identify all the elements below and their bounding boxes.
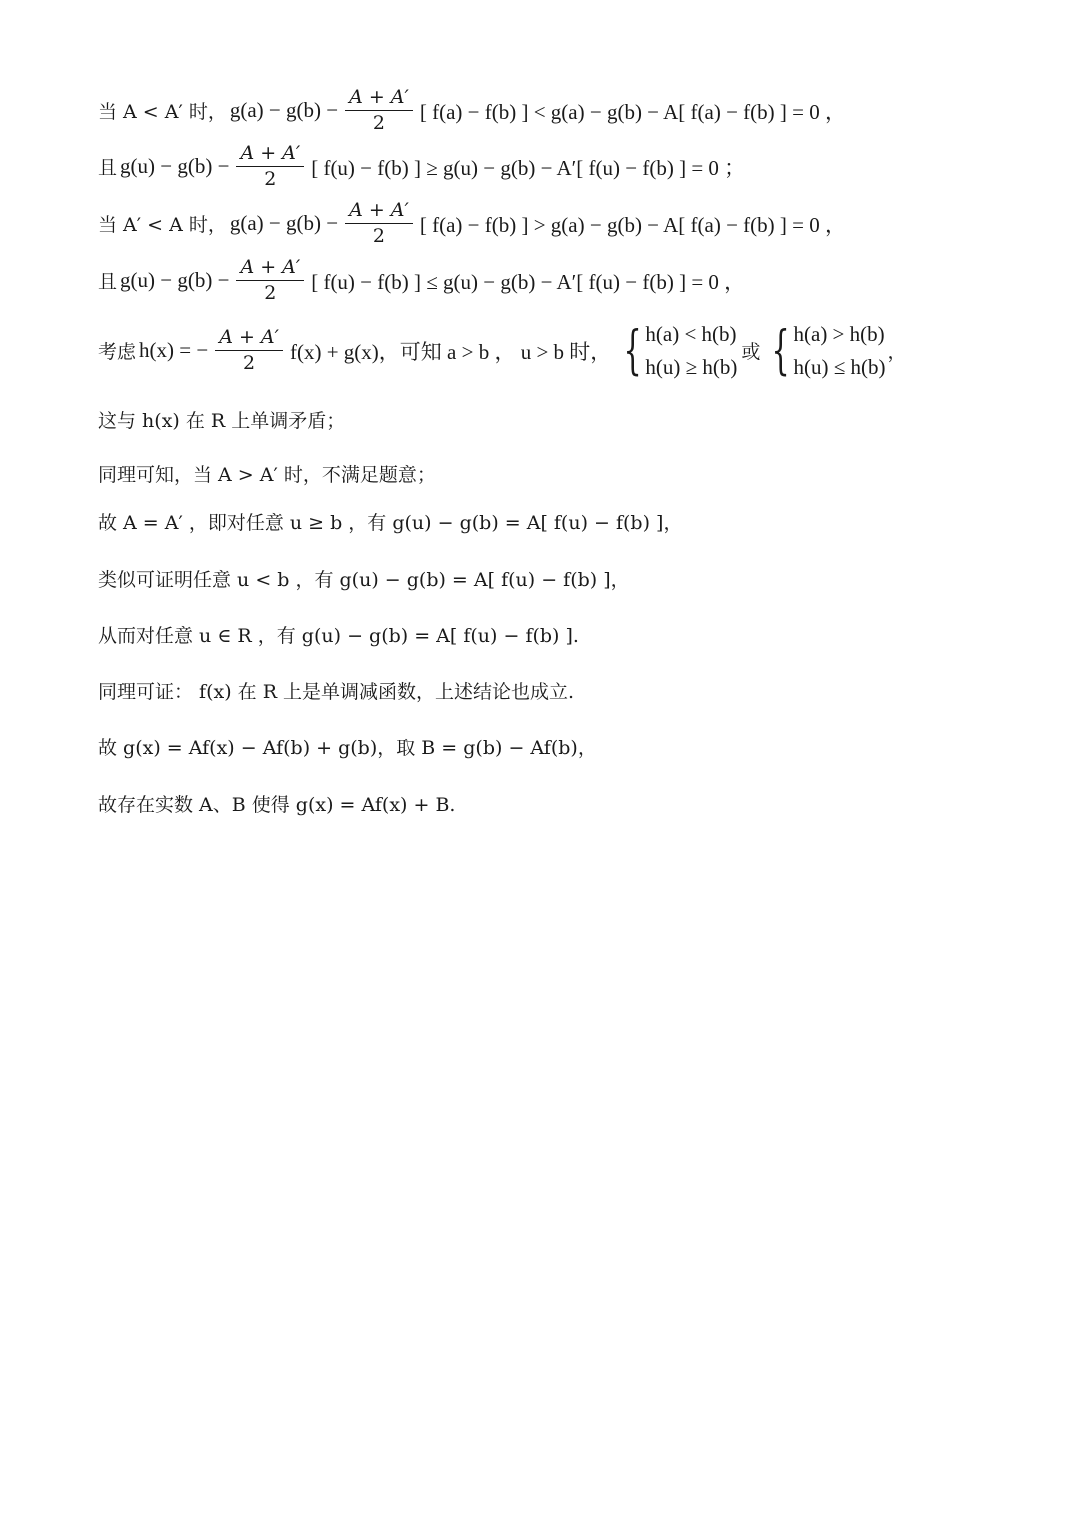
fraction bbox=[236, 258, 304, 303]
line-suffix: [ f(a) − f(b) ] > g(a) − g(b) − A[ f(a) − f(b) ] = 0 ， bbox=[419, 212, 846, 237]
proof-line-2 bbox=[98, 144, 748, 189]
case-row: h(a) > h(b) bbox=[793, 322, 885, 346]
line-suffix: [ f(a) − f(b) ] < g(a) − g(b) − A[ f(a) − f(b) ] = 0 ， bbox=[419, 99, 846, 124]
fraction bbox=[236, 144, 304, 189]
fraction-numerator: A + A′ bbox=[219, 326, 279, 349]
fraction-denominator: 2 bbox=[264, 282, 277, 304]
line-prefix: 且 bbox=[98, 157, 118, 179]
case-rows bbox=[794, 318, 886, 383]
line-expression: h(x) = − bbox=[139, 338, 209, 363]
fraction-numerator: A + A′ bbox=[349, 199, 409, 221]
line-prefix: 且 bbox=[98, 271, 118, 293]
case-rows bbox=[645, 318, 737, 383]
line-prefix: 考虑 bbox=[98, 341, 137, 364]
text-line: 从而对任意 u ∈ R ，有 g(u) − g(b) = A[ f(u) − f(b) ]. bbox=[98, 625, 579, 647]
text-line: 同理可证： f(x) 在 R 上是单调减函数，上述结论也成立. bbox=[98, 681, 575, 703]
line-end: ， bbox=[887, 341, 907, 364]
line-expression: g(u) − g(b) − bbox=[120, 268, 230, 292]
proof-line-1 bbox=[98, 88, 849, 133]
fraction-numerator: A + A′ bbox=[240, 142, 301, 164]
line-suffix: [ f(u) − f(b) ] ≥ g(u) − g(b) − A′[ f(u) − f(b) ] = 0 ； bbox=[311, 155, 746, 180]
left-brace-icon: { bbox=[623, 320, 642, 381]
cases-group-1 bbox=[616, 318, 737, 383]
line-suffix: f(x) + g(x)，可知 a > b ， u > b 时， bbox=[289, 339, 612, 364]
fraction-denominator: 2 bbox=[372, 225, 385, 247]
text-line: 故 g(x) = Af(x) − Af(b) + g(b)，取 B = g(b) − Af(b)， bbox=[98, 737, 597, 759]
fraction-denominator: 2 bbox=[372, 112, 385, 134]
proof-line-4 bbox=[98, 258, 748, 303]
fraction-denominator: 2 bbox=[264, 168, 277, 190]
proof-line-3 bbox=[98, 201, 849, 246]
fraction bbox=[215, 328, 283, 373]
line-prefix: 当 A′ < A 时， bbox=[98, 214, 227, 236]
text-line: 故 A = A′ ，即对任意 u ≥ b ，有 g(u) − g(b) = A[ f(u) − f(b) ]， bbox=[98, 512, 683, 534]
consider-line bbox=[98, 318, 907, 383]
line-expression: g(a) − g(b) − bbox=[229, 211, 339, 235]
line-suffix: [ f(u) − f(b) ] ≤ g(u) − g(b) − A′[ f(u) − f(b) ] = 0 ， bbox=[311, 269, 746, 294]
case-row: h(a) < h(b) bbox=[645, 322, 737, 346]
line-prefix: 当 A < A′ 时， bbox=[98, 101, 227, 123]
text-line: 类似可证明任意 u < b ，有 g(u) − g(b) = A[ f(u) − f(b) ]， bbox=[98, 569, 630, 591]
fraction-numerator: A + A′ bbox=[240, 256, 301, 278]
line-expression: g(u) − g(b) − bbox=[120, 154, 230, 178]
line-expression: g(a) − g(b) − bbox=[229, 98, 339, 122]
left-brace-icon: { bbox=[771, 320, 791, 381]
case-row: h(u) ≤ h(b) bbox=[793, 354, 886, 379]
or-word: 或 bbox=[741, 341, 761, 364]
text-line: 这与 h(x) 在 R 上单调矛盾； bbox=[98, 410, 346, 432]
text-line: 故存在实数 A、B 使得 g(x) = Af(x) + B. bbox=[98, 794, 456, 816]
case-row: h(u) ≥ h(b) bbox=[645, 354, 738, 379]
fraction bbox=[345, 88, 413, 133]
cases-group-2 bbox=[764, 318, 885, 383]
fraction-numerator: A + A′ bbox=[349, 86, 409, 108]
fraction-denominator: 2 bbox=[243, 352, 256, 375]
fraction bbox=[345, 201, 413, 246]
text-line: 同理可知，当 A > A′ 时，不满足题意； bbox=[98, 464, 436, 486]
